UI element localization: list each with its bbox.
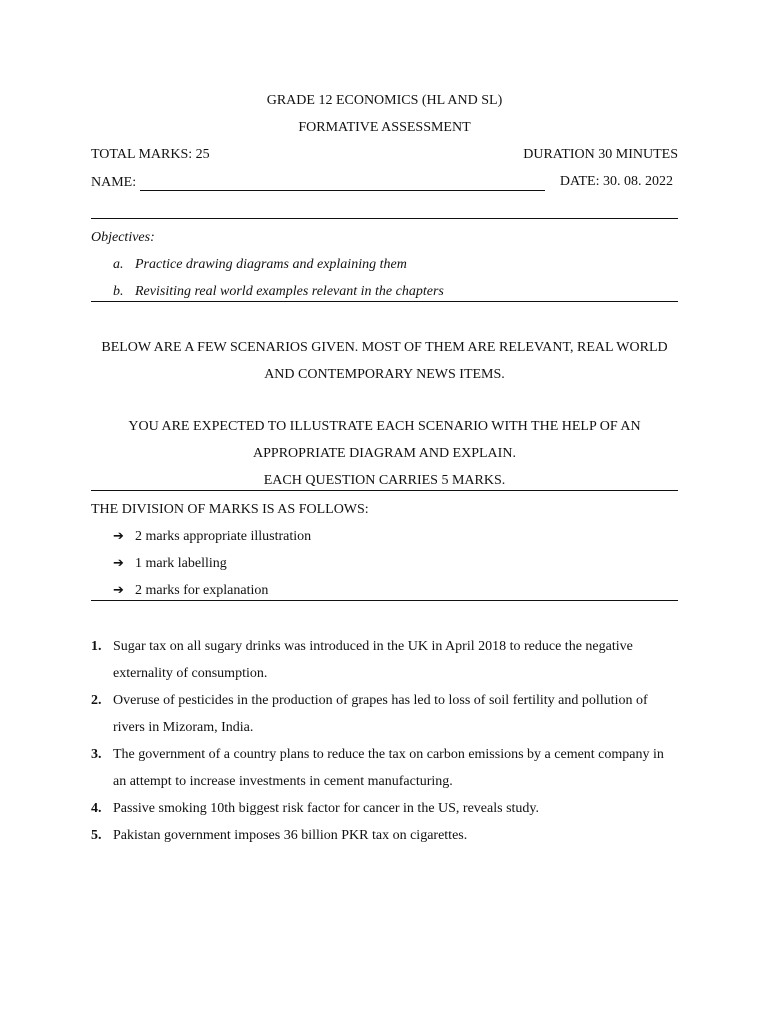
marks-duration-row [91, 147, 678, 163]
name-date-row [91, 174, 678, 191]
right-arrow-icon: ➔ [113, 583, 124, 598]
marks-item-text: 2 marks for explanation [135, 583, 269, 598]
right-arrow-icon: ➔ [113, 556, 124, 571]
marks-item [91, 529, 678, 545]
question-number: 1. [91, 639, 102, 654]
duration: DURATION 30 MINUTES [523, 147, 678, 162]
instructions-divider [91, 490, 678, 491]
marks-item-text: 2 marks appropriate illustration [135, 529, 312, 544]
worksheet-title: GRADE 12 ECONOMICS (HL AND SL) [266, 93, 503, 108]
question-text: Overuse of pesticides in the production of grapes has led to loss of soil fertility and pollution of rivers in Mizoram, India. [113, 693, 648, 735]
question-item [91, 822, 678, 849]
date: DATE: 30. 08. 2022 [559, 174, 673, 189]
objective-marker: a. [113, 257, 124, 272]
right-arrow-icon: ➔ [113, 529, 124, 544]
objective-text: Revisiting real world examples relevant in the chapters [135, 284, 444, 299]
name-label: NAME: [91, 175, 137, 190]
marks-item [91, 556, 678, 572]
objectives-divider [91, 301, 678, 302]
instruction-scenarios: BELOW ARE A FEW SCENARIOS GIVEN. MOST OF THEM ARE RELEVANT, REAL WORLD AND CONTEMPORARY NEWS ITEMS. [101, 340, 668, 382]
question-number: 2. [91, 693, 102, 708]
question-item [91, 687, 678, 741]
header-divider [91, 218, 678, 219]
objectives-heading: Objectives: [91, 230, 155, 245]
objective-marker: b. [113, 284, 124, 299]
marks-item-text: 1 mark labelling [135, 556, 227, 571]
question-number: 5. [91, 828, 102, 843]
question-number: 3. [91, 747, 102, 762]
worksheet-subtitle: FORMATIVE ASSESSMENT [298, 120, 471, 135]
question-item [91, 633, 678, 687]
marks-division-heading: THE DIVISION OF MARKS IS AS FOLLOWS: [91, 502, 369, 517]
question-text: Passive smoking 10th biggest risk factor for cancer in the US, reveals study. [113, 801, 540, 816]
marks-item [91, 583, 678, 599]
name-field[interactable] [91, 174, 545, 191]
marks-divider [91, 600, 678, 601]
question-item [91, 741, 678, 795]
objective-item [91, 284, 678, 300]
question-text: Sugar tax on all sugary drinks was introduced in the UK in April 2018 to reduce the negative externality of consumption. [113, 639, 633, 681]
question-text: The government of a country plans to reduce the tax on carbon emissions by a cement company in an attempt to increase investments in cement manufacturing. [113, 747, 664, 789]
name-blank-line[interactable] [140, 174, 545, 191]
question-item [91, 795, 678, 822]
instruction-marks-each: EACH QUESTION CARRIES 5 MARKS. [263, 473, 506, 488]
objective-item [91, 257, 678, 273]
objective-text: Practice drawing diagrams and explaining them [135, 257, 407, 272]
instruction-illustrate: YOU ARE EXPECTED TO ILLUSTRATE EACH SCENARIO WITH THE HELP OF AN APPROPRIATE DIAGRAM AND EXPLAIN. [128, 419, 641, 461]
question-text: Pakistan government imposes 36 billion PKR tax on cigarettes. [113, 828, 468, 843]
question-number: 4. [91, 801, 102, 816]
total-marks: TOTAL MARKS: 25 [91, 147, 210, 162]
